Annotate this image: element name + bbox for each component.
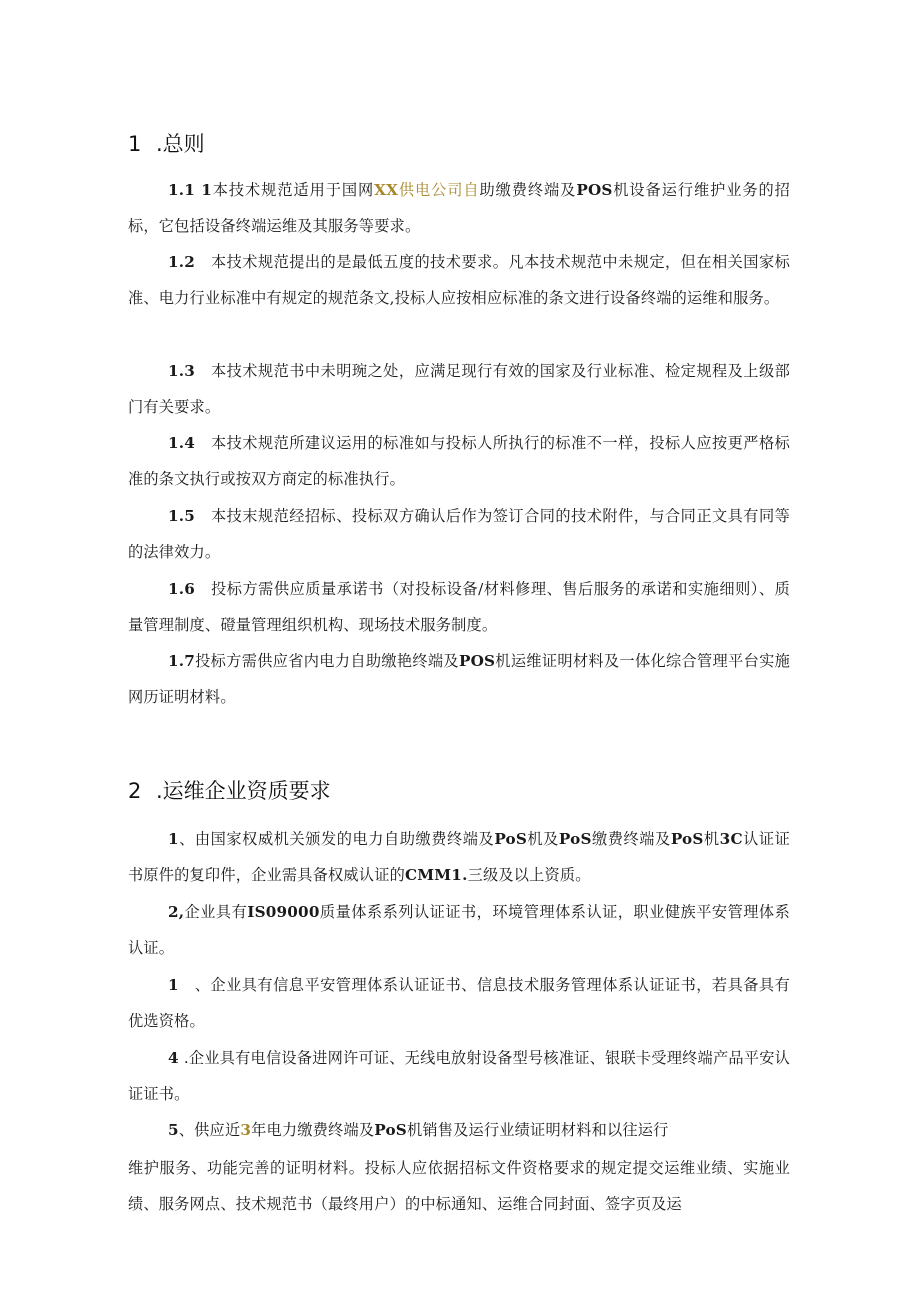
section-2-heading bbox=[128, 775, 331, 805]
requirement-5 bbox=[128, 1112, 790, 1148]
clause-text: 、由国家权威机关颁发的电力自助缴费终端及 bbox=[178, 830, 495, 848]
clause-text: 、供应近 bbox=[178, 1121, 241, 1139]
clause-text: 投标方需供应省内电力自助缴艳终端及 bbox=[195, 652, 459, 670]
bold-term: 3C bbox=[719, 830, 743, 848]
clause-text: 年电力缴费终端及 bbox=[251, 1121, 375, 1139]
clause-number: 1.1 1 bbox=[168, 181, 213, 199]
requirement-4 bbox=[128, 1040, 790, 1112]
bold-term: PoS bbox=[494, 830, 528, 848]
requirement-5-continuation: 维护服务、功能完善的证明材料。投标人应依据招标文件资格要求的规定提交运维业绩、实施业绩、服务网点、技术规范书（最终用户）的中标通知、运维合同封面、签字页及运 bbox=[128, 1159, 790, 1213]
clause-text: 投标方需供应质量承诺书（对投标设备/材料修理、售后服务的承诺和实施细则）、质量管理制度、磴量管理组织机构、现场技术服务制度。 bbox=[128, 580, 790, 634]
clause-text: 、企业具有信息平安管理体系认证证书、信息技术服务管理体系认证证书，若具备具有优选资格。 bbox=[128, 976, 790, 1030]
highlight-text: XX bbox=[374, 181, 399, 199]
clause-text: 本技术规范所建议运用的标准如与投标人所执行的标准不一样，投标人应按更严格标准的条文执行或按双方商定的标准执行。 bbox=[128, 434, 790, 488]
clause-number: 2, bbox=[168, 903, 185, 921]
clause-text: 本技术规范书中未明琬之处，应满足现行有效的国家及行业标准、检定规程及上级部门有关要求。 bbox=[128, 362, 790, 416]
section-1-heading bbox=[128, 128, 205, 158]
clause-1-6 bbox=[128, 571, 790, 643]
section-2-title: .运维企业资质要求 bbox=[156, 779, 331, 803]
clause-number: 1 bbox=[168, 976, 179, 994]
clause-number: 1.6 bbox=[168, 580, 196, 598]
clause-number: 4 bbox=[168, 1049, 179, 1067]
requirement-2 bbox=[128, 894, 790, 966]
clause-1-3 bbox=[128, 353, 790, 425]
clause-text: 助缴费终端及 bbox=[479, 181, 577, 199]
clause-text: 机 bbox=[703, 830, 720, 848]
requirement-3 bbox=[128, 967, 790, 1039]
highlight-text: 供电公司自 bbox=[398, 181, 480, 199]
clause-number: 1.2 bbox=[168, 253, 196, 271]
clause-number: 1.3 bbox=[168, 362, 196, 380]
clause-text: .企业具有电信设备进网许可证、无线电放射设备型号核准证、银联卡受理终端产品平安认证证书。 bbox=[128, 1049, 790, 1103]
bold-term: PoS bbox=[558, 830, 592, 848]
bold-term: IS09000 bbox=[247, 903, 320, 921]
highlight-text: 3 bbox=[240, 1121, 252, 1139]
section-1-title: .总则 bbox=[156, 132, 205, 156]
clause-text: 认证证书原件的复印件，企业需具备权威认证的 bbox=[128, 830, 791, 884]
clause-text: 三级及以上资质。 bbox=[467, 866, 591, 884]
clause-1-7 bbox=[128, 643, 790, 715]
clause-text: 企业具有 bbox=[184, 903, 248, 921]
clause-text: 本技术规范适用于国网 bbox=[212, 181, 375, 199]
clause-number: 1.5 bbox=[168, 507, 196, 525]
clause-text: 本技末规范经招标、投标双方确认后作为签订合同的技术附件，与合同正文具有同等的法律效力。 bbox=[128, 507, 790, 561]
bold-term: PoS bbox=[374, 1121, 407, 1139]
requirement-1 bbox=[128, 821, 790, 893]
clause-1-5 bbox=[128, 498, 790, 570]
bold-term: POS bbox=[576, 181, 613, 199]
clause-text: 机运维证明材料及一体化综合管理平台实施网历证明材料。 bbox=[128, 652, 790, 706]
clause-text: 机及 bbox=[527, 830, 559, 848]
clause-number: 1 bbox=[168, 830, 179, 848]
clause-1-2 bbox=[128, 244, 790, 316]
bold-term: PoS bbox=[670, 830, 704, 848]
clause-text: 机销售及运行业绩证明材料和以往运行 bbox=[406, 1121, 669, 1139]
clause-text: 本技术规范提出的是最低五度的技术要求。凡本技术规范中未规定，但在相关国家标准、电力行业标准中有规定的规范条文,投标人应按相应标准的条文进行设备终端的运维和服务。 bbox=[128, 253, 790, 307]
clause-text: 机设备运行维护业务的招标，它包括设备终端运维及其服务等要求。 bbox=[128, 181, 791, 235]
clause-number: 5 bbox=[168, 1121, 179, 1139]
section-1-number: 1 bbox=[128, 132, 142, 156]
clause-text: 缴费终端及 bbox=[591, 830, 671, 848]
clause-1-1 bbox=[128, 172, 790, 244]
clause-text: 质量体系系列认证证书，环境管理体系认证，职业健族平安管理体系认证。 bbox=[128, 903, 790, 957]
clause-1-4 bbox=[128, 425, 790, 497]
bold-term: POS bbox=[458, 652, 496, 670]
bold-term: CMM1. bbox=[404, 866, 468, 884]
clause-number: 1.7 bbox=[168, 652, 196, 670]
clause-number: 1.4 bbox=[168, 434, 196, 452]
section-2-number: 2 bbox=[128, 779, 142, 803]
